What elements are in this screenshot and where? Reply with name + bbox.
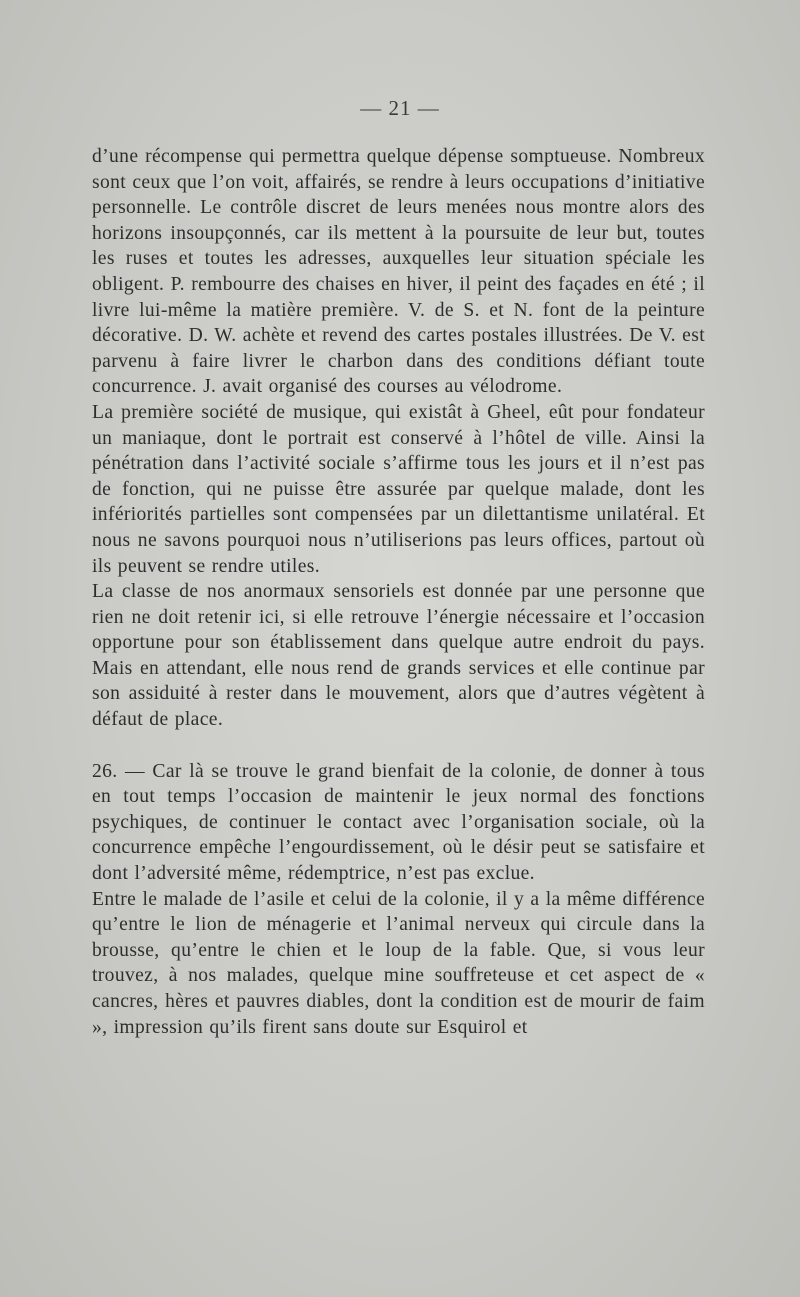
paragraph-3: La classe de nos anormaux sensoriels est donnée par une personne que rien ne doit retenir ici, si elle retrouve l’énergie nécessaire et l’occasion opportune pour son établissement dans quelque autre endroit du pays. Mais en attendant, elle nous rend de grands services et elle continue par son assiduité à rester dans le mouvement, alors que d’autres végètent à défaut de place. xyxy=(92,581,705,731)
section-gap xyxy=(92,733,705,759)
paragraph-5: Entre le malade de l’asile et celui de la colonie, il y a la même différence qu’entre le lion de ménagerie et l’animal nerveux qui circule dans la brousse, qu’entre le chien et le loup de la fable. Que, si vous leur trouvez, à nos malades, quelque mine souffreteuse et cet aspect de « cancres, hères et pauvres diables, dont la condition est de mourir de faim », impression qu’ils firent sans doute sur Esquirol et xyxy=(92,888,705,1038)
paragraph-2: La première société de musique, qui existât à Gheel, eût pour fondateur un maniaque, dont le portrait est conservé à l’hôtel de ville. Ainsi la pénétration dans l’activité sociale s’affirme tous les jours et il n’est pas de fonction, qui ne puisse être assurée par quelque malade, dont les infériorités partielles sont compensées par un dilettantisme unilatéral. Et nous ne savons pourquoi nous n’utiliserions pas leurs offices, partout où ils peuvent se rendre utiles. xyxy=(92,401,705,577)
body-text xyxy=(92,144,705,1040)
paragraph-4: 26. — Car là se trouve le grand bienfait de la colonie, de donner à tous en tout temps l’occasion de maintenir le jeux normal des fonctions psychiques, de continuer le contact avec l’organisation sociale, où la concurrence empêche l’engourdissement, où le désir peut se satisfaire et dont l’adversité même, rédemptrice, n’est pas exclue. xyxy=(92,760,705,885)
page-number: — 21 — xyxy=(360,96,440,120)
paragraph-1: d’une récompense qui permettra quelque dépense somptueuse. Nombreux sont ceux que l’on voit, affairés, se rendre à leurs occupations d’initiative personnelle. Le contrôle discret de leurs menées nous montre alors des horizons insoupçonnés, car ils mettent à la poursuite de leur but, toutes les ruses et toutes les adresses, auxquelles leur situation spéciale les obligent. P. rembourre des chaises en hiver, il peint des façades en été ; il livre lui-même la matière première. V. de S. et N. font de la peinture décorative. D. W. achète et revend des cartes postales illustrées. De V. est parvenu à faire livrer le charbon dans des conditions défiant toute concurrence. J. avait organisé des courses au vélodrome. xyxy=(92,146,705,398)
